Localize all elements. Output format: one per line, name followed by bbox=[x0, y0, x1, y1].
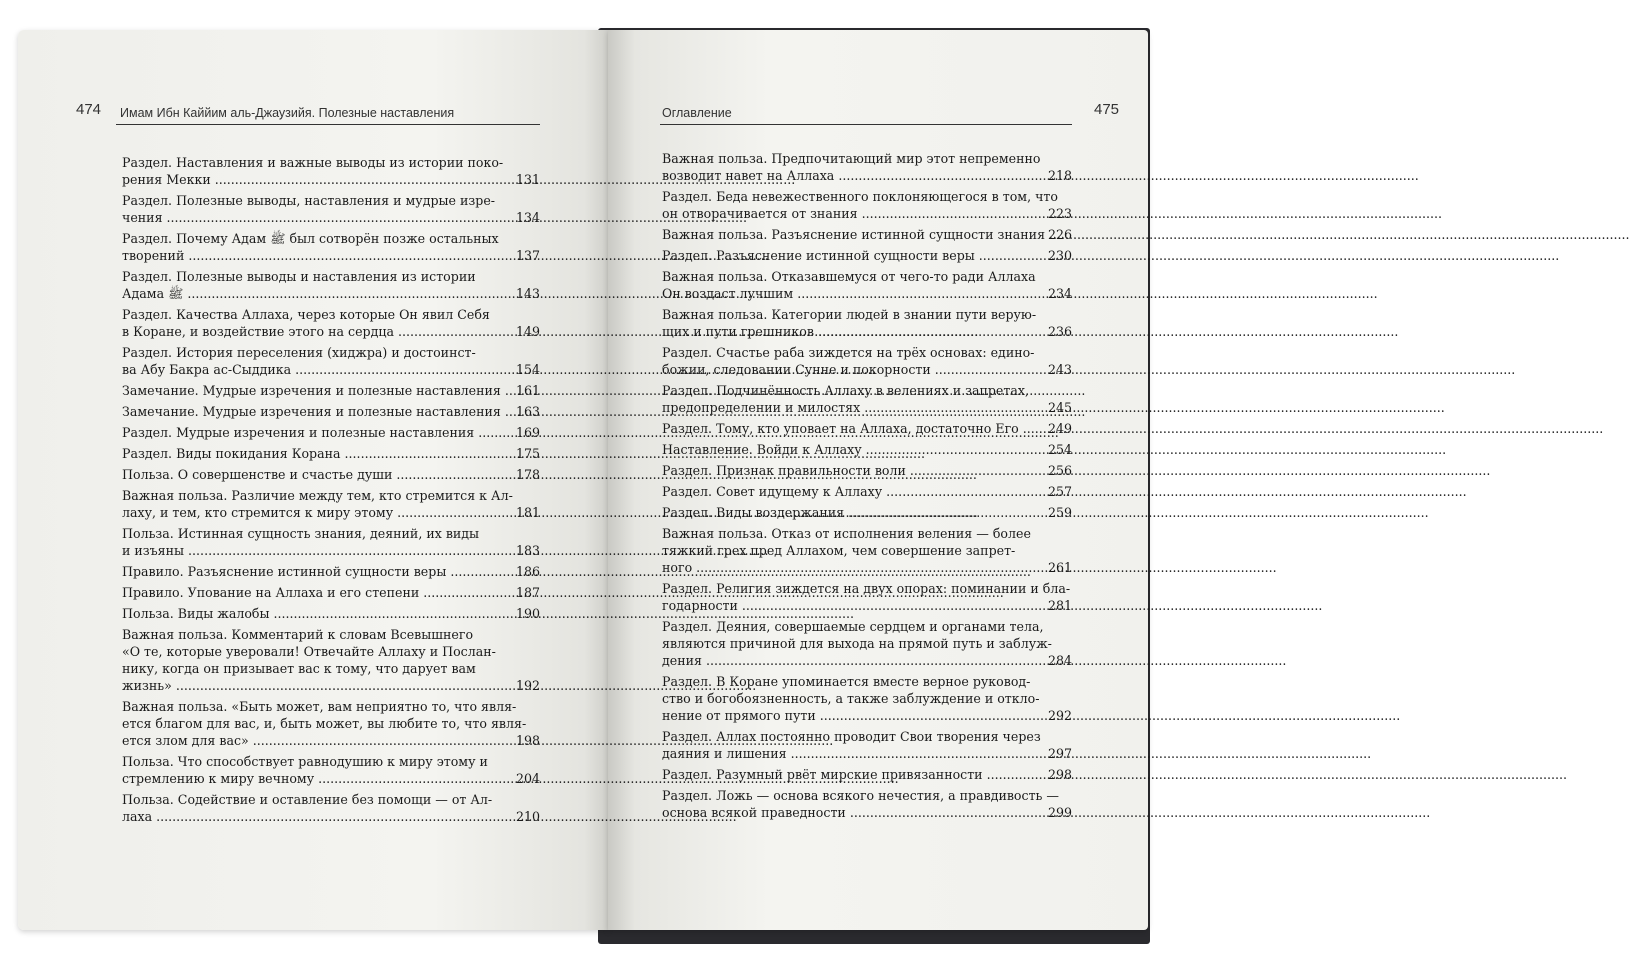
toc-entry-line: Раздел. Наставления и важные выводы из истории поко- bbox=[122, 155, 504, 170]
toc-entry-page: 175 bbox=[515, 446, 540, 461]
toc-entry bbox=[662, 247, 1072, 264]
toc-entry-title bbox=[122, 584, 506, 601]
toc-entry bbox=[662, 306, 1072, 340]
toc-entry bbox=[662, 766, 1072, 783]
toc-entry-title bbox=[662, 226, 1046, 243]
toc-entry-line: «О те, которые уверовали! Отвечайте Аллаху и Послан- bbox=[122, 644, 496, 659]
toc-entry-page: 292 bbox=[1047, 708, 1072, 723]
toc-entry bbox=[122, 584, 540, 601]
toc-entry-line: Раздел. Разумный рвёт мирские привязанности ..... bbox=[662, 766, 1024, 783]
toc-entry-page: 192 bbox=[515, 678, 540, 693]
toc-entry-page: 223 bbox=[1047, 206, 1072, 221]
toc-entry-page: 284 bbox=[1047, 653, 1072, 668]
toc-entry-line: Польза. Истинная сущность знания, деяний, их виды bbox=[122, 526, 480, 541]
toc-entry bbox=[662, 226, 1072, 243]
toc-entry-page: 210 bbox=[515, 809, 540, 824]
toc-entry-line: Раздел. Беда невежественного поклоняющегося в том, что bbox=[662, 189, 1058, 204]
toc-entry-line: основа всякой праведности ..... bbox=[662, 804, 1024, 821]
toc-entry-line: Раздел. Мудрые изречения и полезные наставления ..... bbox=[122, 424, 492, 441]
toc-entry-title bbox=[122, 698, 527, 749]
toc-entry bbox=[122, 791, 540, 825]
toc-entry-line: Раздел. Полезные выводы, наставления и мудрые изре- bbox=[122, 193, 496, 208]
toc-entry-line: жизнь» ..... bbox=[122, 677, 492, 694]
toc-entry-page: 249 bbox=[1047, 421, 1072, 436]
toc-entry-line: Он воздаст лучшим ..... bbox=[662, 285, 1024, 302]
toc-entry-title bbox=[122, 192, 506, 226]
toc-entry-line: Замечание. Мудрые изречения и полезные наставления ..... bbox=[122, 403, 492, 420]
toc-entry bbox=[662, 462, 1072, 479]
toc-entry-line: возводит навет на Аллаха ..... bbox=[662, 167, 1024, 184]
toc-entry-title bbox=[662, 618, 1052, 669]
toc-entry-line: Раздел. Качества Аллаха, через которые Он явил Себя bbox=[122, 307, 490, 322]
toc-entry-title bbox=[662, 483, 1038, 500]
toc-entry-page: 134 bbox=[515, 210, 540, 225]
toc-entry-line: Важная польза. Различие между тем, кто стремится к Ал- bbox=[122, 488, 513, 503]
toc-entry-title bbox=[122, 403, 506, 420]
toc-entry-page: 178 bbox=[515, 467, 540, 482]
toc-entry-title bbox=[662, 344, 1038, 378]
toc-entry bbox=[662, 787, 1072, 821]
toc-entry-line: Раздел. Виды воздержания ..... bbox=[662, 504, 1024, 521]
toc-entry-page: 186 bbox=[515, 564, 540, 579]
toc-entry-line: в Коране, и воздействие этого на сердца ..... bbox=[122, 323, 492, 340]
left-running-head: Имам Ибн Каййим аль-Джаузийя. Полезные наставления bbox=[120, 106, 455, 120]
toc-entry-line: Раздел. История переселения (хиджра) и достоинст- bbox=[122, 345, 476, 360]
toc-entry bbox=[662, 525, 1072, 576]
toc-entry bbox=[122, 445, 540, 462]
toc-entry-title bbox=[662, 382, 1038, 416]
toc-entry-title bbox=[662, 728, 1041, 762]
toc-entry-line: Важная польза. Разъяснение истинной сущности знания ..... bbox=[662, 226, 1024, 243]
toc-entry-line: Замечание. Мудрые изречения и полезные наставления ..... bbox=[122, 382, 492, 399]
toc-entry-line: ется злом для вас» ..... bbox=[122, 732, 492, 749]
toc-entry-title bbox=[122, 382, 506, 399]
toc-entry-line: ного ..... bbox=[662, 559, 1024, 576]
toc-entry-line: творений ..... bbox=[122, 247, 492, 264]
toc-entry bbox=[122, 753, 540, 787]
toc-entry-line: и изъяны ..... bbox=[122, 542, 492, 559]
toc-entry-title bbox=[662, 306, 1038, 340]
toc-entry-line: лаха ..... bbox=[122, 808, 492, 825]
left-page-number: 474 bbox=[76, 101, 102, 118]
toc-entry-line: ва Абу Бакра ас-Сыддика ..... bbox=[122, 361, 492, 378]
left-toc-list bbox=[122, 154, 540, 829]
toc-entry-page: 181 bbox=[515, 505, 540, 520]
toc-entry-title bbox=[662, 504, 1038, 521]
toc-entry-line: Наставление. Войди к Аллаху ..... bbox=[662, 441, 1024, 458]
toc-entry-title bbox=[662, 525, 1038, 576]
toc-entry-line: предопределении и милостях ..... bbox=[662, 399, 1024, 416]
toc-entry-page: 163 bbox=[515, 404, 540, 419]
toc-entry-line: Важная польза. Комментарий к словам Всевышнего bbox=[122, 627, 474, 642]
toc-entry-line: Правило. Разъяснение истинной сущности веры ..... bbox=[122, 563, 492, 580]
toc-entry bbox=[122, 306, 540, 340]
toc-entry-line: Важная польза. Предпочитающий мир этот непременно bbox=[662, 151, 1041, 166]
toc-entry-title bbox=[122, 563, 506, 580]
toc-entry bbox=[662, 618, 1072, 669]
right-page-number: 475 bbox=[1094, 101, 1120, 118]
toc-entry bbox=[122, 563, 540, 580]
toc-entry-line: Раздел. Тому, кто уповает на Аллаха, достаточно Его ..... bbox=[662, 420, 1024, 437]
toc-entry-title bbox=[122, 344, 506, 378]
toc-entry-page: 204 bbox=[515, 771, 540, 786]
left-header-rule bbox=[116, 124, 540, 125]
toc-entry bbox=[662, 268, 1072, 302]
toc-entry-line: Раздел. Счастье раба зиждется на трёх основах: едино- bbox=[662, 345, 1035, 360]
toc-entry-title bbox=[662, 787, 1059, 821]
toc-entry-line: лаху, и тем, кто стремится к миру этому ..... bbox=[122, 504, 492, 521]
toc-entry-line: годарности ..... bbox=[662, 597, 1024, 614]
right-toc-list bbox=[662, 150, 1072, 825]
toc-entry-title bbox=[662, 441, 1038, 458]
toc-entry-page: 198 bbox=[515, 733, 540, 748]
toc-entry-line: Раздел. Ложь — основа всякого нечестия, а правдивость — bbox=[662, 788, 1059, 803]
toc-entry-line: стремлению к миру вечному ..... bbox=[122, 770, 492, 787]
toc-entry-page: 256 bbox=[1047, 463, 1072, 478]
toc-entry-page: 259 bbox=[1047, 505, 1072, 520]
toc-entry-page: 137 bbox=[515, 248, 540, 263]
toc-entry bbox=[122, 698, 540, 749]
toc-entry-line: Важная польза. «Быть может, вам неприятно то, что явля- bbox=[122, 699, 517, 714]
toc-entry bbox=[122, 424, 540, 441]
toc-entry bbox=[662, 483, 1072, 500]
toc-entry-line: Раздел. Почему Адам ﷺ был сотворён позже остальных bbox=[122, 231, 499, 246]
toc-entry-line: божии, следовании Сунне и покорности ..... bbox=[662, 361, 1024, 378]
toc-entry bbox=[662, 673, 1072, 724]
toc-entry-page: 143 bbox=[515, 286, 540, 301]
toc-entry-title bbox=[662, 247, 1038, 264]
toc-entry-title bbox=[662, 673, 1038, 724]
toc-entry-title bbox=[122, 626, 506, 694]
toc-entry-line: Польза. Виды жалобы ..... bbox=[122, 605, 492, 622]
toc-entry-page: 261 bbox=[1047, 560, 1072, 575]
toc-entry-page: 183 bbox=[515, 543, 540, 558]
toc-entry bbox=[662, 504, 1072, 521]
toc-entry-page: 218 bbox=[1047, 168, 1072, 183]
toc-entry-line: чения ..... bbox=[122, 209, 492, 226]
toc-entry-line: Польза. Содействие и оставление без помощи — от Ал- bbox=[122, 792, 493, 807]
toc-entry-line: рения Мекки ..... bbox=[122, 171, 492, 188]
toc-entry-line: даяния и лишения ..... bbox=[662, 745, 1024, 762]
toc-entry bbox=[122, 268, 540, 302]
toc-entry-line: Раздел. Аллах постоянно проводит Свои творения через bbox=[662, 729, 1041, 744]
toc-entry bbox=[662, 580, 1072, 614]
toc-entry-page: 230 bbox=[1047, 248, 1072, 263]
toc-entry-title bbox=[122, 306, 506, 340]
toc-entry bbox=[122, 382, 540, 399]
toc-entry bbox=[662, 150, 1072, 184]
toc-entry-title bbox=[122, 791, 506, 825]
right-running-head: Оглавление bbox=[662, 106, 732, 120]
toc-entry-line: Раздел. Подчинённость Аллаху в велениях и запретах, bbox=[662, 383, 1029, 398]
toc-entry-title bbox=[662, 766, 1038, 783]
toc-entry-line: Раздел. Совет идущему к Аллаху ..... bbox=[662, 483, 1024, 500]
toc-entry-line: щих и пути грешников ..... bbox=[662, 323, 1024, 340]
toc-entry bbox=[662, 188, 1072, 222]
toc-entry-line: ство и богобоязненность, а также заблуждение и откло- bbox=[662, 691, 1040, 706]
toc-entry-title bbox=[662, 150, 1041, 184]
toc-entry-title bbox=[122, 445, 506, 462]
toc-entry bbox=[122, 626, 540, 694]
toc-entry-title bbox=[122, 525, 506, 559]
toc-entry-title bbox=[122, 154, 506, 188]
toc-entry-line: Важная польза. Отказ от исполнения веления — более bbox=[662, 526, 1031, 541]
toc-entry bbox=[122, 466, 540, 483]
toc-entry bbox=[122, 403, 540, 420]
toc-entry-title bbox=[662, 420, 1038, 437]
toc-entry-title bbox=[122, 753, 506, 787]
toc-entry bbox=[662, 441, 1072, 458]
toc-entry-title bbox=[122, 424, 506, 441]
toc-entry-title bbox=[122, 487, 513, 521]
toc-entry-line: Раздел. В Коране упоминается вместе верное руковод- bbox=[662, 674, 1031, 689]
toc-entry-line: Правило. Упование на Аллаха и его степени ..... bbox=[122, 584, 492, 601]
toc-entry-title bbox=[662, 268, 1038, 302]
toc-entry-line: Раздел. Религия зиждется на двух опорах: поминании и бла- bbox=[662, 581, 1071, 596]
toc-entry bbox=[122, 525, 540, 559]
toc-entry-line: Раздел. Деяния, совершаемые сердцем и органами тела, bbox=[662, 619, 1044, 634]
toc-entry bbox=[122, 192, 540, 226]
toc-entry-page: 236 bbox=[1047, 324, 1072, 339]
toc-entry bbox=[122, 230, 540, 264]
toc-entry-line: ется благом для вас, и, быть может, вы любите то, что явля- bbox=[122, 716, 527, 731]
toc-entry-page: 297 bbox=[1047, 746, 1072, 761]
toc-entry-line: нику, когда он призывает вас к тому, что дарует вам bbox=[122, 661, 476, 676]
toc-entry-page: 149 bbox=[515, 324, 540, 339]
toc-entry-page: 234 bbox=[1047, 286, 1072, 301]
toc-entry bbox=[122, 344, 540, 378]
toc-entry-title bbox=[122, 230, 506, 264]
toc-entry-page: 131 bbox=[515, 172, 540, 187]
toc-entry bbox=[122, 605, 540, 622]
toc-entry bbox=[122, 487, 540, 521]
toc-entry-line: Раздел. Признак правильности воли ..... bbox=[662, 462, 1024, 479]
toc-entry-page: 257 bbox=[1047, 484, 1072, 499]
toc-entry-line: дения ..... bbox=[662, 652, 1024, 669]
toc-entry-line: Адама ﷺ ..... bbox=[122, 285, 492, 302]
toc-entry-page: 154 bbox=[515, 362, 540, 377]
toc-entry-title bbox=[662, 188, 1058, 222]
toc-entry bbox=[662, 728, 1072, 762]
toc-entry-page: 190 bbox=[515, 606, 540, 621]
toc-entry-page: 161 bbox=[515, 383, 540, 398]
toc-entry-title bbox=[122, 466, 506, 483]
toc-entry-line: Польза. Что способствует равнодушию к миру этому и bbox=[122, 754, 488, 769]
toc-entry-line: нение от прямого пути ..... bbox=[662, 707, 1024, 724]
toc-entry-page: 254 bbox=[1047, 442, 1072, 457]
toc-entry bbox=[662, 420, 1072, 437]
toc-entry-line: Важная польза. Отказавшемуся от чего-то ради Аллаха bbox=[662, 269, 1036, 284]
toc-entry-line: Раздел. Разъяснение истинной сущности веры ..... bbox=[662, 247, 1024, 264]
toc-entry-line: Польза. О совершенстве и счастье души ..... bbox=[122, 466, 492, 483]
toc-entry-line: Раздел. Полезные выводы и наставления из истории bbox=[122, 269, 476, 284]
toc-entry-page: 169 bbox=[515, 425, 540, 440]
toc-entry bbox=[662, 344, 1072, 378]
toc-entry-line: Важная польза. Категории людей в знании пути верую- bbox=[662, 307, 1037, 322]
toc-entry-title bbox=[662, 462, 1038, 479]
right-header-rule bbox=[660, 124, 1072, 125]
toc-entry-page: 299 bbox=[1047, 805, 1072, 820]
toc-entry-page: 226 bbox=[1047, 227, 1072, 242]
toc-entry-page: 298 bbox=[1047, 767, 1072, 782]
toc-entry-page: 281 bbox=[1047, 598, 1072, 613]
toc-entry-page: 187 bbox=[515, 585, 540, 600]
toc-entry bbox=[662, 382, 1072, 416]
toc-entry bbox=[122, 154, 540, 188]
toc-entry-line: он отворачивается от знания ..... bbox=[662, 205, 1024, 222]
toc-entry-line: тяжкий грех пред Аллахом, чем совершение запрет- bbox=[662, 543, 1016, 558]
toc-entry-title bbox=[122, 268, 506, 302]
toc-entry-page: 245 bbox=[1047, 400, 1072, 415]
toc-entry-line: Раздел. Виды покидания Корана ..... bbox=[122, 445, 492, 462]
toc-entry-title bbox=[122, 605, 506, 622]
toc-entry-page: 243 bbox=[1047, 362, 1072, 377]
toc-entry-line: являются причиной для выхода на прямой путь и заблуж- bbox=[662, 636, 1052, 651]
